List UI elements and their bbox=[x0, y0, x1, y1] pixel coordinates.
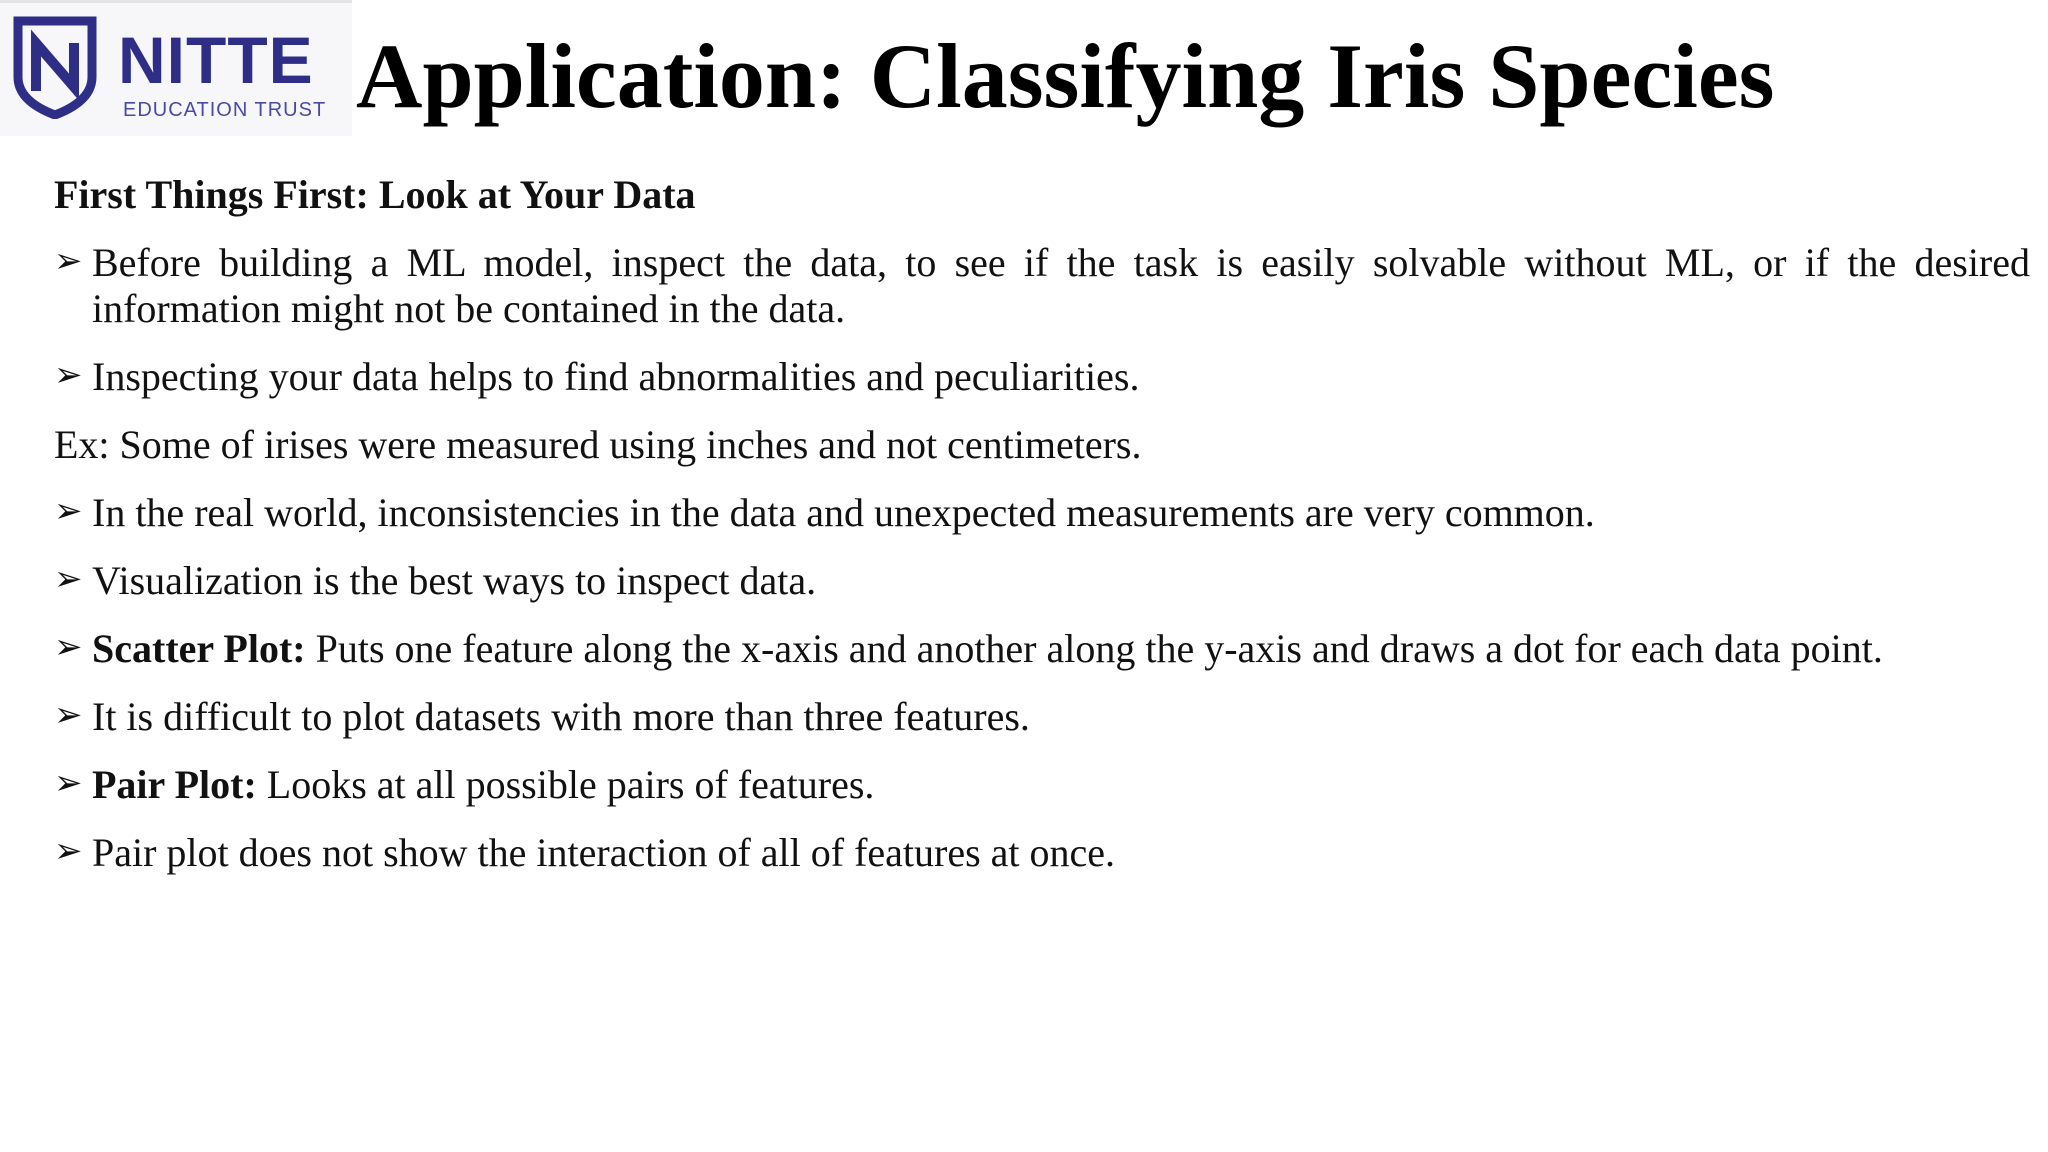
bullet-item bbox=[54, 240, 2030, 332]
bullet-text: In the real world, inconsistencies in the data and unexpected measurements are very common. bbox=[92, 490, 1595, 535]
bullet-text: Puts one feature along the x-axis and another along the y-axis and draws a dot for each data point. bbox=[305, 626, 1883, 671]
bullet-item bbox=[54, 830, 2030, 876]
bullet-item bbox=[54, 490, 2030, 536]
arrow-bullet-icon: ➢ bbox=[54, 559, 83, 599]
arrow-bullet-icon: ➢ bbox=[54, 695, 83, 735]
bullet-lead-term: Pair Plot: bbox=[92, 762, 257, 807]
arrow-bullet-icon: ➢ bbox=[54, 491, 83, 531]
arrow-bullet-icon: ➢ bbox=[54, 241, 83, 281]
bullet-text: Visualization is the best ways to inspect data. bbox=[92, 558, 817, 603]
nitte-logo bbox=[0, 0, 352, 136]
arrow-bullet-icon: ➢ bbox=[54, 355, 83, 395]
bullet-text: Pair plot does not show the interaction of all of features at once. bbox=[92, 830, 1116, 875]
bullet-text: Inspecting your data helps to find abnormalities and peculiarities. bbox=[92, 354, 1140, 399]
bullet-text: Looks at all possible pairs of features. bbox=[256, 762, 875, 807]
bullet-item bbox=[54, 626, 2030, 672]
bullet-item bbox=[54, 354, 2030, 400]
slide-body bbox=[54, 172, 2030, 876]
arrow-bullet-icon: ➢ bbox=[54, 831, 83, 871]
nitte-shield-icon bbox=[12, 15, 98, 119]
bullet-item bbox=[54, 762, 2030, 808]
bullet-text: It is difficult to plot datasets with more than three features. bbox=[92, 694, 1030, 739]
bullet-lead-term: Scatter Plot: bbox=[92, 626, 306, 671]
bullet-text: Before building a ML model, inspect the data, to see if the task is easily solvable without ML, or if the desired information might not be contained in the data. bbox=[92, 240, 2030, 331]
bullet-item bbox=[54, 558, 2030, 604]
subheading: First Things First: Look at Your Data bbox=[54, 172, 696, 217]
slide-title: Application: Classifying Iris Species bbox=[356, 25, 1775, 127]
bullet-item bbox=[54, 694, 2030, 740]
example-line: Ex: Some of irises were measured using inches and not centimeters. bbox=[54, 422, 1142, 467]
logo-subtitle: EDUCATION TRUST bbox=[123, 99, 327, 121]
logo-name: NITTE bbox=[118, 23, 314, 97]
arrow-bullet-icon: ➢ bbox=[54, 763, 83, 803]
arrow-bullet-icon: ➢ bbox=[54, 627, 83, 667]
